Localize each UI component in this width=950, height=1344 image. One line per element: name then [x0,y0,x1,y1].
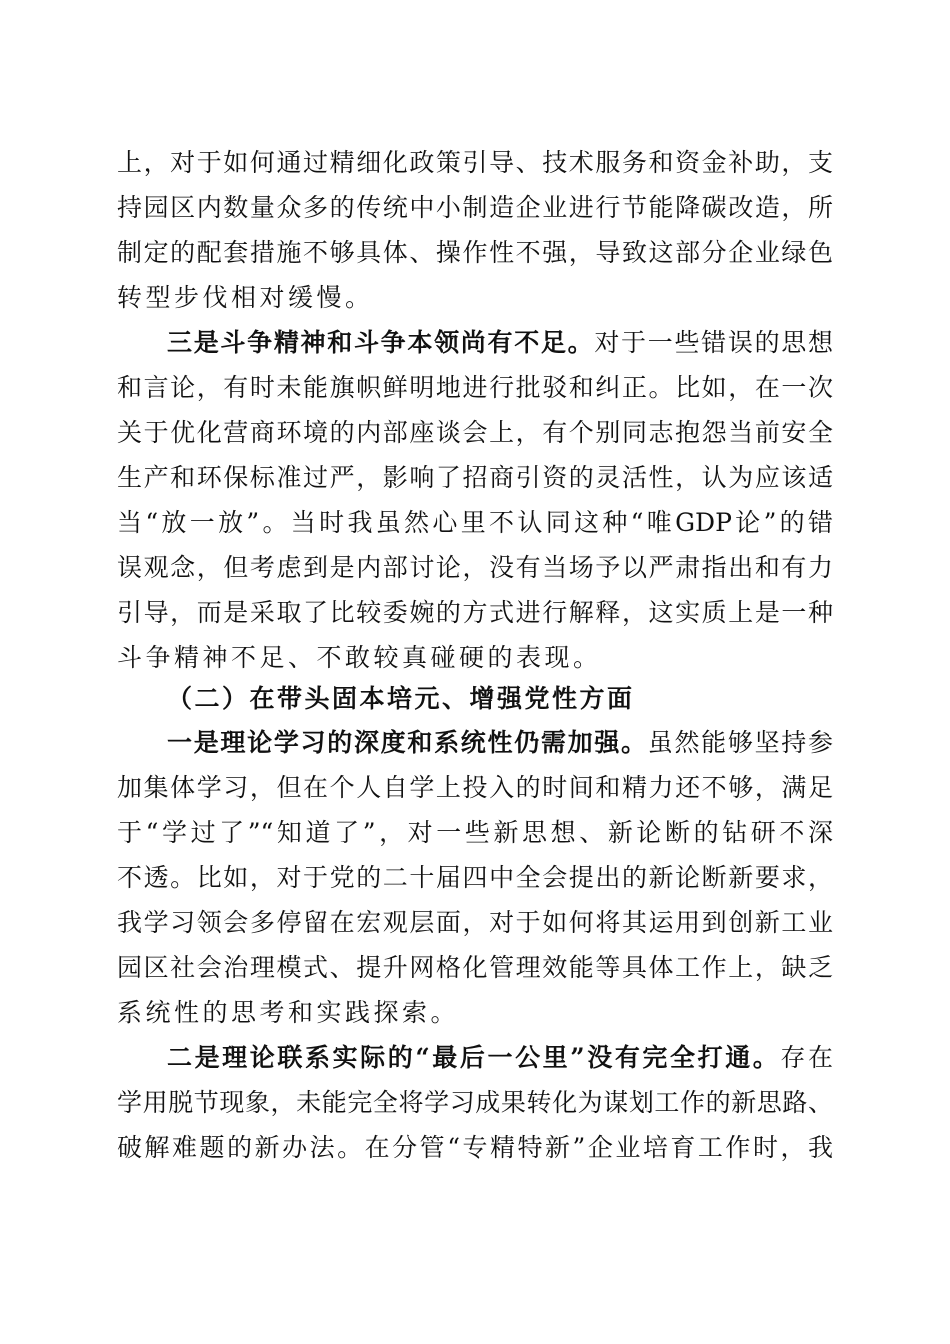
paragraph-first-line [167,720,833,766]
section-heading: （二）在带头固本培元、增强党性方面 [167,684,635,713]
text-line: 持园区内数量众多的传统中小制造企业进行节能降碳改造，所 [117,193,833,222]
text-line: 于“学过了”“知道了”，对一些新思想、新论断的钻研不深 [117,818,833,847]
paragraph-text: 虽然能够坚持参 [647,728,833,757]
text-line: 当“放一放”。当时我虽然心里不认同这种“唯GDP论”的错 [117,508,833,537]
text-line: 引导，而是采取了比较委婉的方式进行解释，这实质上是一种 [117,598,833,627]
paragraph-first-line [167,320,833,366]
text-line: 生产和环保标准过严，影响了招商引资的灵活性，认为应该适 [117,463,833,492]
text-line: 不透。比如，对于党的二十届四中全会提出的新论断新要求， [117,863,833,892]
text-line: 关于优化营商环境的内部座谈会上，有个别同志抱怨当前安全 [117,418,833,447]
text-line: 破解难题的新办法。在分管“专精特新”企业培育工作时，我 [117,1133,833,1162]
text-line: 园区社会治理模式、提升网格化管理效能等具体工作上，缺乏 [117,953,833,982]
paragraph-lead-bold: 三是斗争精神和斗争本领尚有不足。 [167,328,595,357]
text-line: 系统性的思考和实践探索。 [117,998,460,1027]
text-line: 制定的配套措施不够具体、操作性不强，导致这部分企业绿色 [117,238,833,267]
text-line: 斗争精神不足、不敢较真碰硬的表现。 [117,643,602,672]
paragraph-text: 对于一些错误的思想 [594,328,833,357]
text-line: 和言论，有时未能旗帜鲜明地进行批驳和纠正。比如，在一次 [117,373,833,402]
paragraph-lead-bold: 二是理论联系实际的“最后一公里”没有完全打通。 [167,1043,781,1072]
paragraph-lead-bold: 一是理论学习的深度和系统性仍需加强。 [167,728,648,757]
paragraph-text: 存在 [780,1043,833,1072]
text-line: 转型步伐相对缓慢。 [117,283,374,312]
paragraph-first-line [167,1035,833,1081]
text-line: 加集体学习，但在个人自学上投入的时间和精力还不够，满足 [117,773,833,802]
text-line: 上，对于如何通过精细化政策引导、技术服务和资金补助，支 [117,148,833,177]
text-line: 学用脱节现象，未能完全将学习成果转化为谋划工作的新思路、 [117,1088,833,1117]
text-line: 误观念，但考虑到是内部讨论，没有当场予以严肃指出和有力 [117,553,833,582]
text-line: 我学习领会多停留在宏观层面，对于如何将其运用到创新工业 [117,908,833,937]
